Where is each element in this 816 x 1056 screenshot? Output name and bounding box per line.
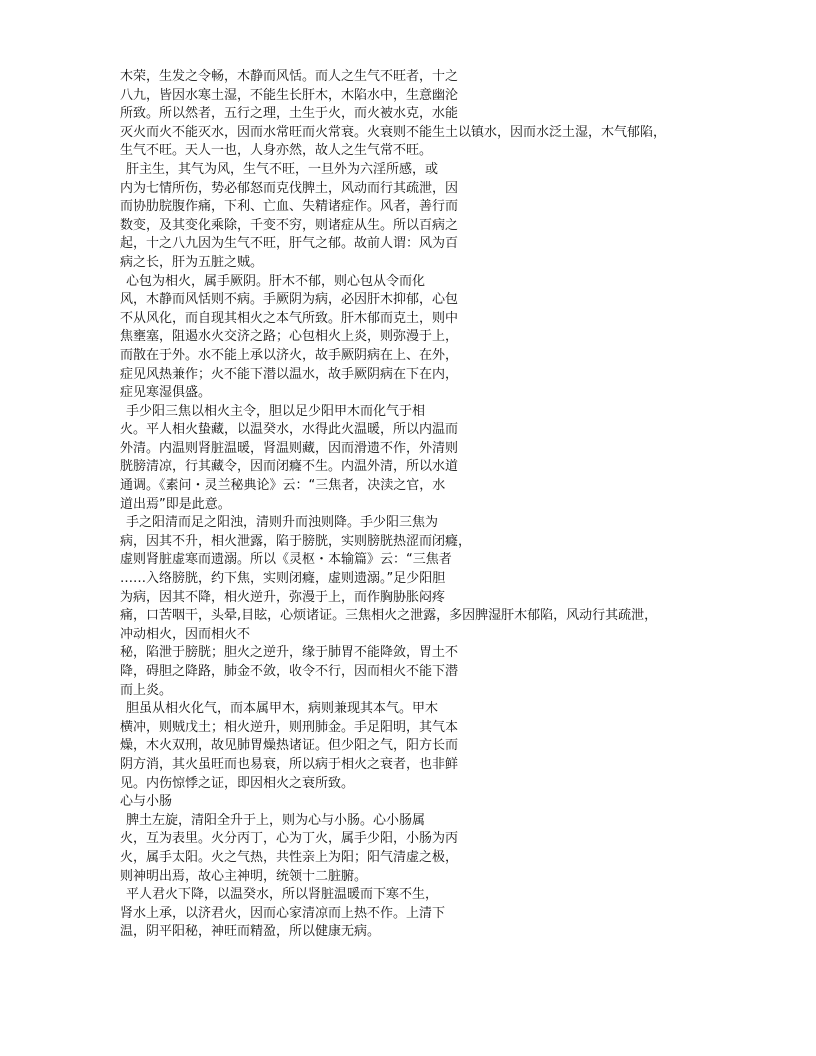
text-line: 而上炎。 xyxy=(120,682,173,698)
text-line: 道出焉”即是此意。 xyxy=(120,496,231,512)
text-line: 见。内伤惊悸之证，即因相火之衰所致。 xyxy=(120,775,355,791)
section-heading: 心与小肠 xyxy=(120,794,173,810)
text-line: 通调。《素问・灵兰秘典论》云：“三焦者，决渎之官，水 xyxy=(120,478,446,494)
text-line: 火。平人相火蛰藏，以温癸水，水得此火温暖，所以内温而 xyxy=(120,422,459,438)
text-line: 数变，及其变化乘除，千变不穷，则诸症从生。所以百病之 xyxy=(120,217,459,233)
text-line: 秘，陷泄于膀胱；胆火之逆升，缘于肺胃不能降敛，胃土不 xyxy=(120,645,459,661)
text-line: 平人君火下降，以温癸水，所以肾脏温暖而下寒不生， xyxy=(126,887,439,903)
text-line: 生气不旺。天人一也，人身亦然，故人之生气常不旺。 xyxy=(120,143,433,159)
text-line: 则神明出焉，故心主神明，统领十二脏腑。 xyxy=(120,868,368,884)
text-line: 起，十之八九因为生气不旺，肝气之郁。故前人谓：风为百 xyxy=(120,236,459,252)
text-line: 不从风化，而自现其相火之本气所致。肝木郁而克土，则中 xyxy=(120,310,459,326)
text-line: 心包为相火，属手厥阴。肝木不郁，则心包从令而化 xyxy=(126,273,426,289)
text-line: 病之长，肝为五脏之贼。 xyxy=(120,254,264,270)
text-line: 为病，因其不降，相火逆升，弥漫于上，而作胸胁胀闷疼 xyxy=(120,589,446,605)
text-line: 温，阴平阳秘，神旺而精盈，所以健康无病。 xyxy=(120,924,381,940)
text-line: 肝主生，其气为风，生气不旺，一旦外为六淫所感，或 xyxy=(126,161,439,177)
text-line: 手少阳三焦以相火主令，胆以足少阳甲木而化气于相 xyxy=(126,403,426,419)
text-line: 燥，木火双刑，故见肺胃燥热诸证。但少阳之气，阳方长而 xyxy=(120,738,459,754)
text-line: 风，木静而风恬则不病。手厥阴为病，必因肝木抑郁，心包 xyxy=(120,292,459,308)
text-line: 病，因其不升，相火泄露，陷于膀胱，实则膀胱热涩而闭癃， xyxy=(120,533,472,549)
text-line: 灭火而火不能灭水，因而水常旺而火常衰。火衰则不能生土以镇水，因而水泛土湿，木气郁陷， xyxy=(120,124,667,140)
text-line: 虚则肾脏虚寒而遗溺。所以《灵枢・本输篇》云：“三焦者 xyxy=(120,552,452,568)
text-line: 而协肋脘腹作痛，下利、亡血、失精诸症作。风者，善行而 xyxy=(120,199,459,215)
text-line: 内为七情所伤，势必郁怒而克伐脾土，风动而行其疏泄，因 xyxy=(120,180,459,196)
text-line: 八九，皆因水寒土湿，不能生长肝木，木陷水中，生意幽沦 xyxy=(120,87,459,103)
text-line: 症见寒湿俱盛。 xyxy=(120,385,212,401)
text-line: 肾水上承，以济君火，因而心家清凉而上热不作。上清下 xyxy=(120,905,446,921)
text-line: 焦壅塞，阻遏水火交济之路；心包相火上炎，则弥漫于上， xyxy=(120,329,459,345)
text-line: 横冲，则贼戊土；相火逆升，则刑肺金。手足阳明，其气本 xyxy=(120,719,459,735)
text-line: 所致。所以然者，五行之理，土生于火，而火被水克，水能 xyxy=(120,106,459,122)
text-line: 木荣，生发之令畅，木静而风恬。而人之生气不旺者，十之 xyxy=(120,69,459,84)
text-line: 阴方消，其火虽旺而也易衰，所以病于相火之衰者，也非鲜 xyxy=(120,756,459,772)
text-line: ……入络膀胱，约下焦，实则闭癃，虚则遗溺。”足少阳胆 xyxy=(120,571,446,587)
text-line: 手之阳清而足之阳浊，清则升而浊则降。手少阳三焦为 xyxy=(126,515,439,531)
text-line: 降，碍胆之降路，肺金不敛，收令不行，因而相火不能下潜 xyxy=(120,664,459,679)
text-line: 痛，口苦咽干，头晕,目眩，心烦诸证。三焦相火之泄露，多因脾湿肝木郁陷，风动行其疏泄， xyxy=(120,608,658,624)
text-line: 脾土左旋，清阳全升于上，则为心与小肠。心小肠属 xyxy=(126,812,426,828)
text-line: 火，属手太阳。火之气热，共性亲上为阳；阳气清虚之极， xyxy=(120,849,459,865)
text-line: 火，互为表里。火分丙丁，心为丁火，属手少阳，小肠为丙 xyxy=(120,831,459,847)
text-line: 冲动相火，因而相火不 xyxy=(120,626,251,642)
text-line: 症见风热兼作；火不能下潜以温水，故手厥阴病在下在内， xyxy=(120,366,459,382)
document-body xyxy=(120,68,666,942)
text-line: 外清。内温则肾脏温暖，肾温则藏，因而滑遗不作，外清则 xyxy=(120,440,459,456)
text-line: 胆虽从相火化气，而本属甲木，病则兼现其本气。甲木 xyxy=(126,701,439,717)
text-line: 而散在于外。水不能上承以济火，故手厥阴病在上、在外， xyxy=(120,347,459,363)
text-line: 胱膀清凉，行其藏令，因而闭癃不生。内温外清，所以水道 xyxy=(120,459,459,475)
